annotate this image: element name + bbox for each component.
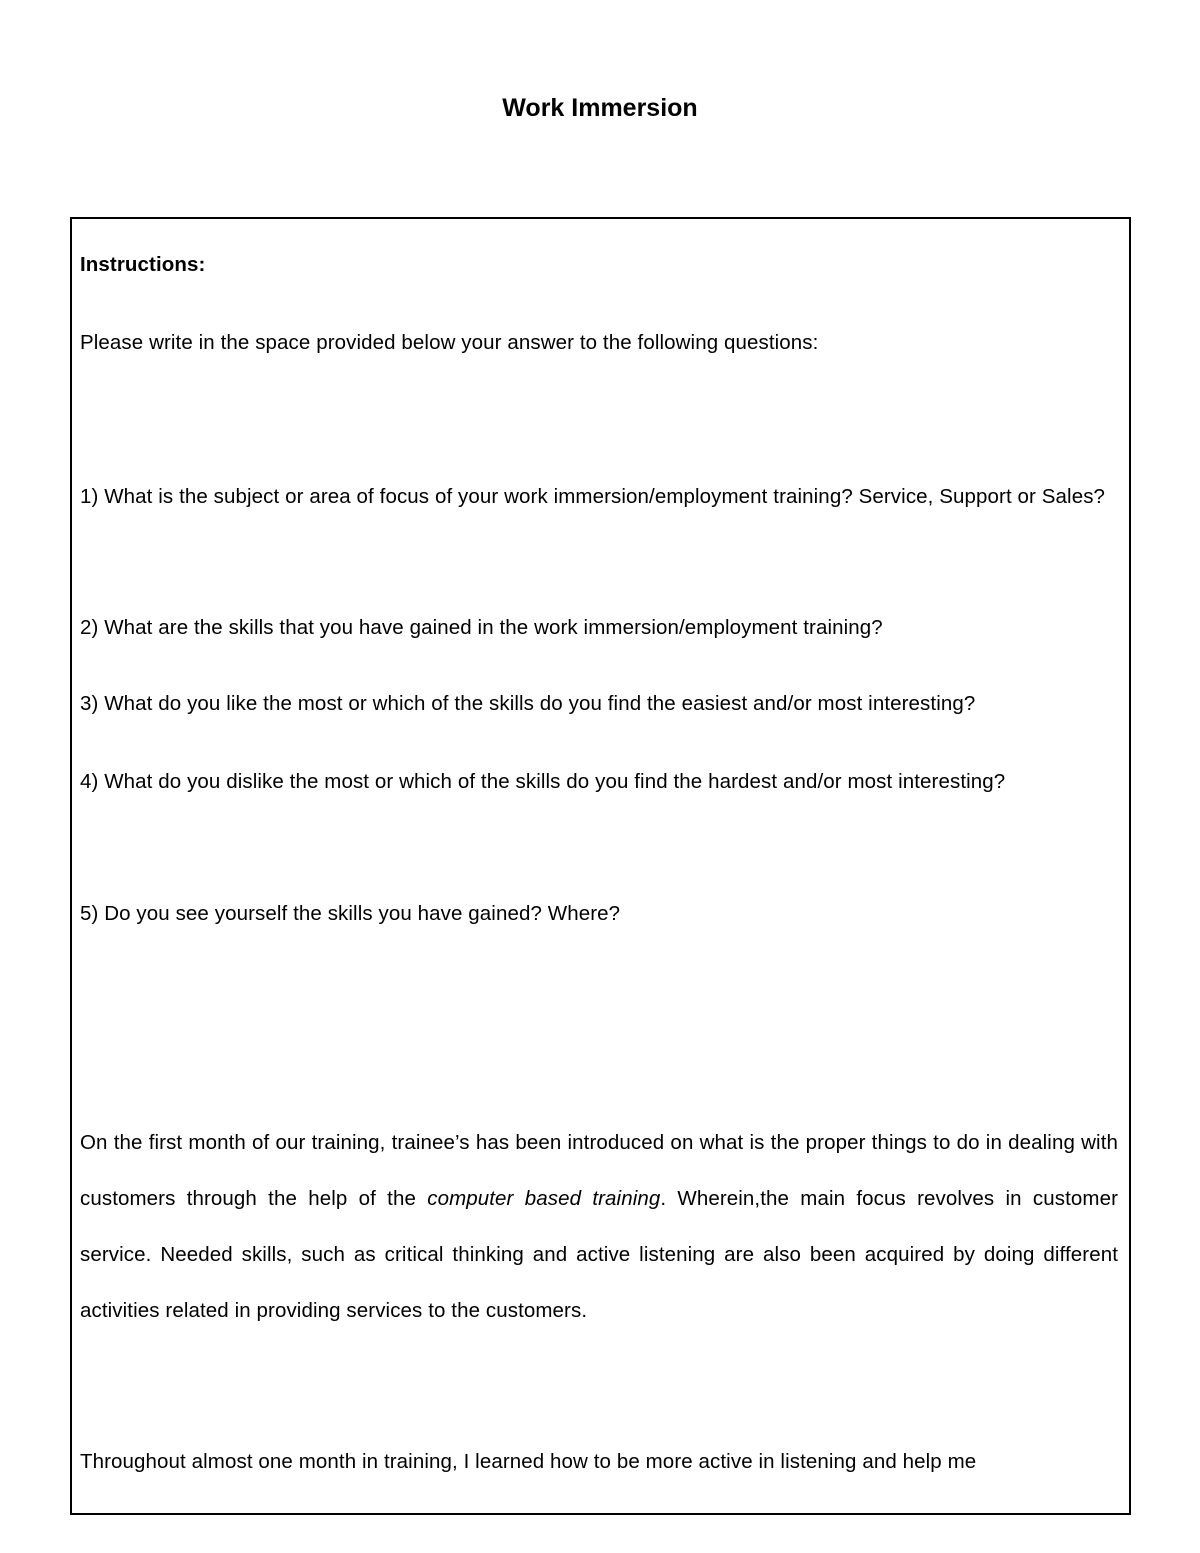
answer-box	[70, 217, 1131, 1515]
question-2: 2) What are the skills that you have gained in the work immersion/employment training?	[80, 616, 883, 639]
question-4: 4) What do you dislike the most or which of the skills do you find the hardest and/or most interesting?	[80, 770, 1006, 793]
question-5: 5) Do you see yourself the skills you have gained? Where?	[80, 902, 621, 925]
answer-paragraph-2: Throughout almost one month in training, I learned how to be more active in listening and help me	[80, 1450, 977, 1473]
question-1: 1) What is the subject or area of focus of your work immersion/employment training? Service, Support or Sales?	[80, 485, 1106, 508]
instructions-heading: Instructions:	[80, 253, 206, 276]
answer-paragraph-1-start: On the first month of our training, trainee’s has been introduced on what is the proper things to do in dealing with customers through the help of the	[80, 1131, 1118, 1210]
document-title: Work Immersion	[502, 94, 698, 122]
answer-paragraph-1-end: . Wherein,the main focus revolves in customer service. Needed skills, such as critical thinking and active listening are also been acquired by doing different activities related in providing services to the customers.	[80, 1187, 1118, 1322]
instructions-text: Please write in the space provided below your answer to the following questions:	[80, 331, 819, 354]
question-3: 3) What do you like the most or which of the skills do you find the easiest and/or most interesting?	[80, 692, 976, 715]
answer-paragraph-1	[80, 1115, 1118, 1339]
answer-paragraph-1-emphasis: computer based training	[427, 1187, 661, 1210]
